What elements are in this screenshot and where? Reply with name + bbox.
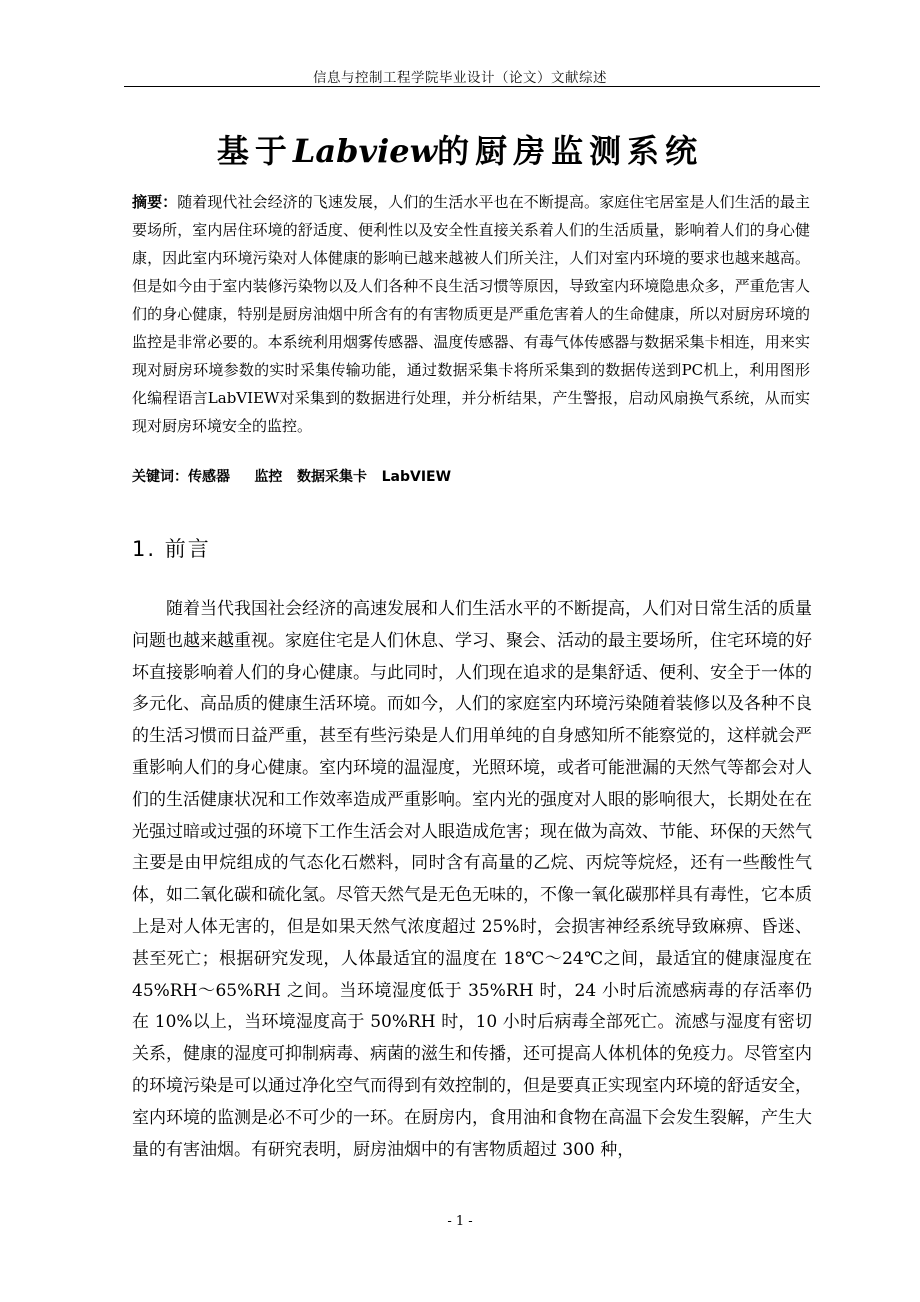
abstract-paragraph <box>132 188 810 440</box>
document-title <box>0 126 920 172</box>
page-number: - 1 - <box>447 1214 473 1229</box>
keyword-item: 数据采集卡 <box>297 469 367 485</box>
keywords-label: 关键词： <box>132 469 188 485</box>
keyword-item: 传感器 <box>188 469 230 485</box>
title-latin: Labview <box>292 132 438 170</box>
section-heading: 1. 前言 <box>132 537 211 561</box>
abstract-label: 摘要： <box>132 193 178 211</box>
body-paragraph: 随着当代我国社会经济的高速发展和人们生活水平的不断提高，人们对日常生活的质量问题也越来越重视。家庭住宅是人们休息、学习、聚会、活动的最主要场所，住宅环境的好坏直接影响着人们的身心健康。与此同时，人们现在追求的是集舒适、便利、安全于一体的多元化、高品质的健康生活环境。而如今，人们的家庭室内环境污染随着装修以及各种不良的生活习惯而日益严重，甚至有些污染是人们用单纯的自身感知所不能察觉的，这样就会严重影响人们的身心健康。室内环境的温湿度，光照环境，或者可能泄漏的天然气等都会对人们的生活健康状况和工作效率造成严重影响。室内光的强度对人眼的影响很大，长期处在在光强过暗或过强的环境下工作生活会对人眼造成危害；现在做为高效、节能、环保的天然气主要是由甲烷组成的气态化石燃料，同时含有高量的乙烷、丙烷等烷烃，还有一些酸性气体，如二氧化碳和硫化氢。尽管天然气是无色无味的，不像一氧化碳那样具有毒性，它本质上是对人体无害的，但是如果天然气浓度超过 25%时，会损害神经系统导致麻痹、昏迷、甚至死亡；根据研究发现，人体最适宜的温度在 18℃～24℃之间，最适宜的健康湿度在 45%RH～65%RH 之间。当环境湿度低于 35%RH 时，24 小时后流感病毒的存活率仍在 10%以上，当环境湿度高于 50%RH 时，10 小时后病毒全部死亡。流感与湿度有密切关系，健康的湿度可抑制病毒、病菌的滋生和传播，还可提高人体机体的免疫力。尽管室内的环境污染是可以通过净化空气而得到有效控制的，但是要真正实现室内环境的舒适安全，室内环境的监测是必不可少的一环。在厨房内，食用油和食物在高温下会发生裂解，产生大量的有害油烟。有研究表明，厨房油烟中的有害物质超过 300 种， <box>132 599 812 1160</box>
running-header: 信息与控制工程学院毕业设计（论文）文献综述 <box>313 70 607 86</box>
abstract-text: 随着现代社会经济的飞速发展，人们的生活水平也在不断提高。家庭住宅居室是人们生活的最主要场所，室内居住环境的舒适度、便利性以及安全性直接关系着人们的生活质量，影响着人们的身心健康，因此室内环境污染对人体健康的影响已越来越被人们所关注，人们对室内环境的要求也越来越高。但是如今由于室内装修污染物以及人们各种不良生活习惯等原因，导致室内环境隐患众多，严重危害人们的身心健康，特别是厨房油烟中所含有的有害物质更是严重危害着人的生命健康，所以对厨房环境的监控是非常必要的。本系统利用烟雾传感器、温度传感器、有毒气体传感器与数据采集卡相连，用来实现对厨房环境参数的实时采集传输功能，通过数据采集卡将所采集到的数据传送到PC机上，利用图形化编程语言LabVIEW对采集到的数据进行处理，并分析结果，产生警报，启动风扇换气系统，从而实现对厨房环境安全的监控。 <box>132 193 810 435</box>
keyword-item: 监控 <box>254 469 283 485</box>
header-divider <box>124 86 820 87</box>
keywords-line <box>132 466 810 486</box>
title-prefix: 基于 <box>216 132 293 170</box>
keyword-item: LabVIEW <box>381 469 452 485</box>
title-suffix: 的厨房监测系统 <box>437 132 704 170</box>
